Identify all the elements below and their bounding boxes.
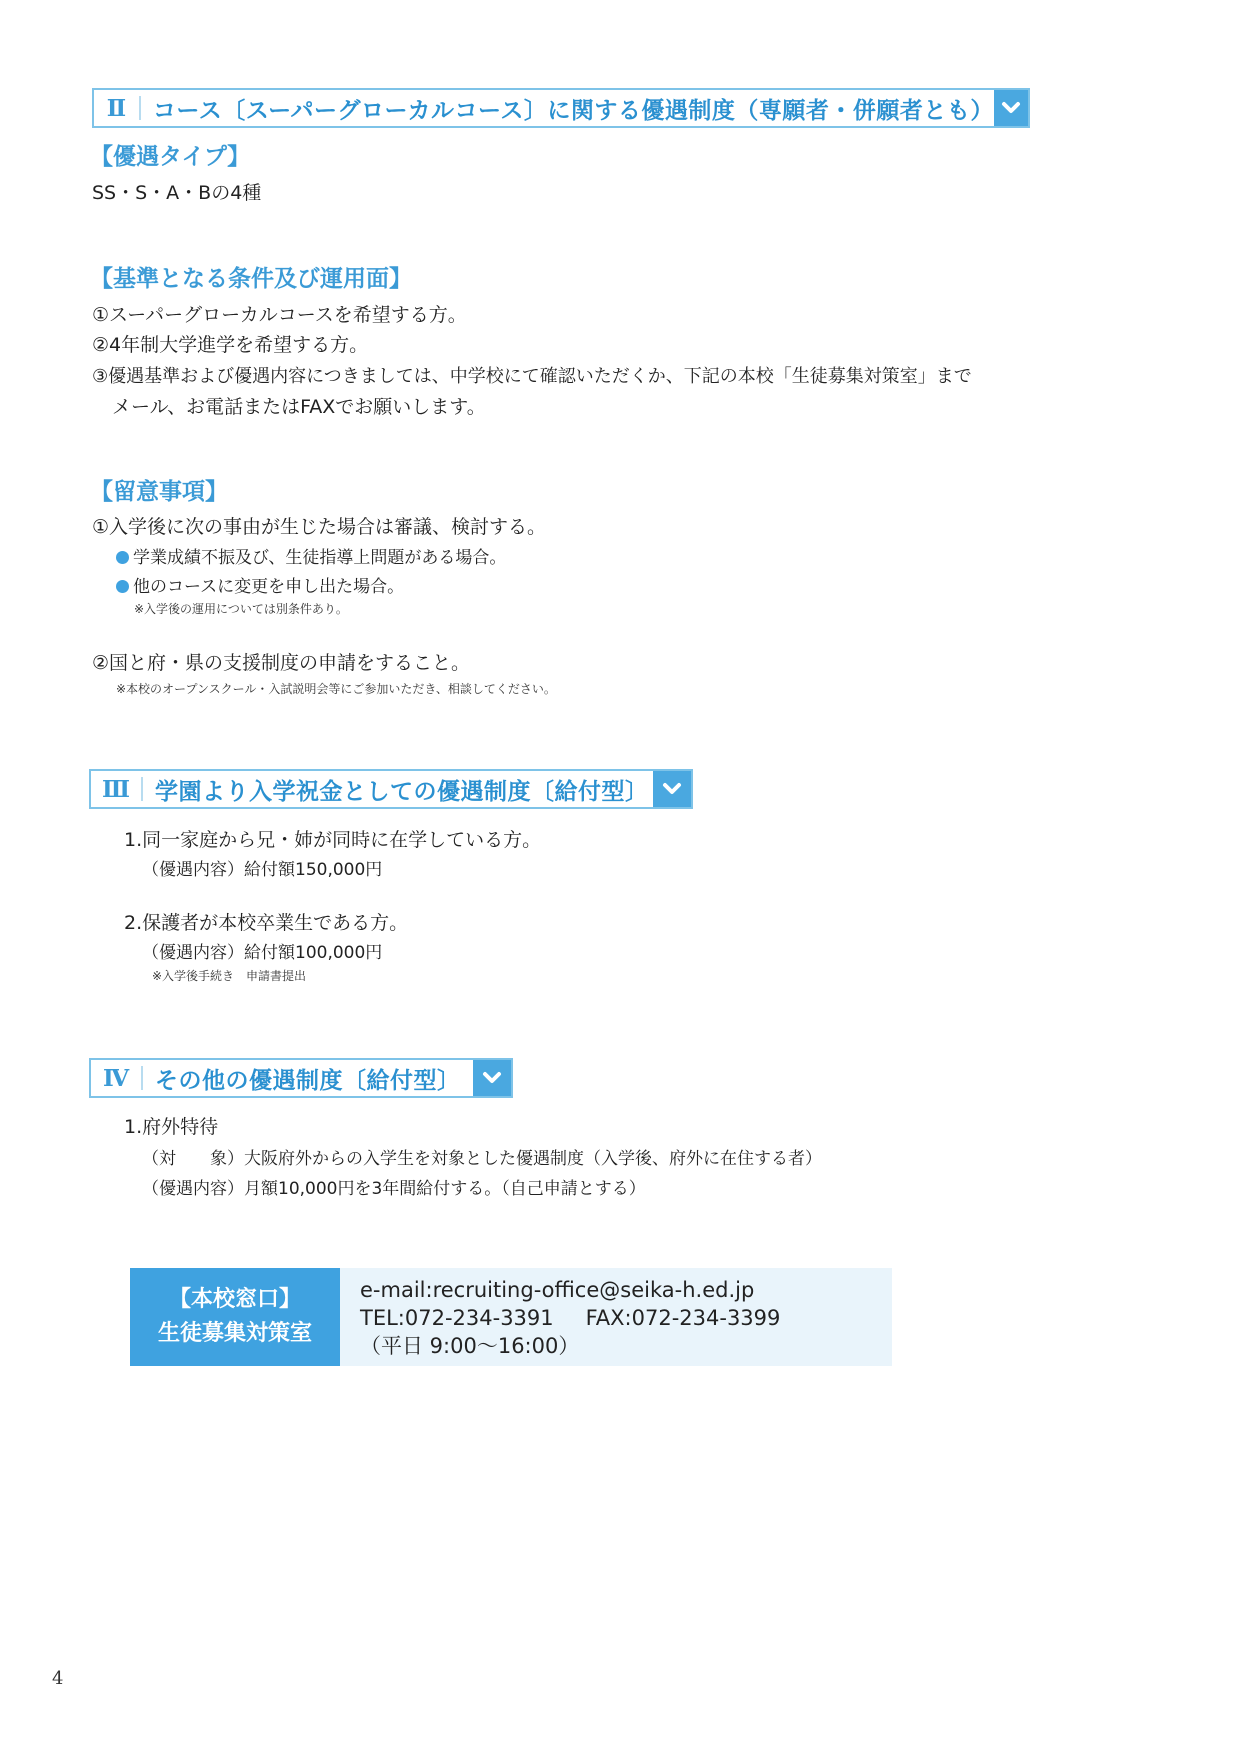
note-1-bullet: 学業成績不振及び、生徒指導上問題がある場合。 [133, 548, 507, 568]
section-3-number: Ⅲ [91, 777, 143, 801]
section-3-item-2: 2.保護者が本校卒業生である方。 [124, 912, 409, 934]
contact-fax: FAX:072-234-3399 [585, 1306, 781, 1330]
note-1: ①入学後に次の事由が生じた場合は審議、検討する。 [92, 516, 547, 538]
section-2-title: コース〔スーパーグローカルコース〕に関する優遇制度（専願者・併願者とも） [152, 97, 994, 124]
contact-phone-row [360, 1304, 780, 1332]
criteria-item: ③優遇基準および優遇内容につきましては、中学校にて確認いただくか、下記の本校「生徒募集対策室」まで [92, 366, 972, 387]
list-item [116, 543, 506, 568]
section-4-detail-2: （優遇内容）月額10,000円を3年間給付する。（自己申請とする） [142, 1179, 646, 1199]
criteria-item: メール、お電話またはFAXでお願いします。 [112, 396, 486, 418]
page-number: 4 [52, 1668, 64, 1689]
bullet-dot-icon [116, 580, 129, 593]
contact-box [130, 1268, 892, 1366]
note-1-bullet: 他のコースに変更を申し出た場合。 [133, 577, 405, 597]
contact-label-office: 生徒募集対策室 [157, 1321, 312, 1346]
section-3-item-2-detail: （優遇内容）給付額100,000円 [142, 943, 383, 963]
section-3-item-1: 1.同一家庭から兄・姉が同時に在学している方。 [124, 829, 542, 851]
section-2-number: Ⅱ [94, 96, 141, 120]
preferential-type-heading: 【優遇タイプ】 [90, 144, 251, 170]
section-3-item-1-detail: （優遇内容）給付額150,000円 [142, 860, 383, 880]
contact-label-title: 【本校窓口】 [168, 1287, 301, 1312]
contact-hours: （平日 9:00～16:00） [360, 1334, 580, 1358]
note-1-small: ※入学後の運用については別条件あり。 [134, 602, 348, 616]
contact-email[interactable]: e-mail:recruiting-office@seika-h.ed.jp [360, 1278, 755, 1302]
section-4-item-1: 1.府外特待 [124, 1116, 219, 1138]
note-2-small: ※本校のオープンスクール・入試説明会等にご参加いただき、相談してください。 [116, 682, 556, 696]
note-2: ②国と府・県の支援制度の申請をすること。 [92, 652, 471, 674]
section-4-detail-1: （対 象）大阪府外からの入学生を対象とした優遇制度（入学後、府外に在住する者） [142, 1149, 822, 1169]
chevron-down-icon[interactable] [653, 771, 691, 807]
preferential-type-text: SS・S・A・Bの4種 [92, 182, 262, 204]
list-item [116, 572, 404, 597]
section-4-header[interactable] [89, 1058, 513, 1098]
bullet-dot-icon [116, 551, 129, 564]
criteria-item: ①スーパーグローカルコースを希望する方。 [92, 304, 467, 326]
section-4-number: Ⅳ [91, 1066, 143, 1090]
chevron-down-icon[interactable] [473, 1060, 511, 1096]
contact-label [130, 1268, 340, 1366]
section-2-header[interactable] [92, 88, 1030, 128]
section-3-header[interactable] [89, 769, 693, 809]
section-3-item-2-note: ※入学後手続き 申請書提出 [152, 969, 307, 983]
contact-info [340, 1268, 780, 1366]
contact-tel[interactable]: TEL:072-234-3391 [360, 1306, 554, 1330]
criteria-item: ②4年制大学進学を希望する方。 [92, 334, 369, 356]
section-3-title: 学園より入学祝金としての優遇制度〔給付型〕 [155, 778, 649, 805]
chevron-down-icon[interactable] [994, 90, 1028, 126]
notes-heading: 【留意事項】 [90, 479, 228, 505]
section-4-title: その他の優遇制度〔給付型〕 [155, 1067, 461, 1094]
criteria-heading: 【基準となる条件及び運用面】 [90, 266, 412, 292]
